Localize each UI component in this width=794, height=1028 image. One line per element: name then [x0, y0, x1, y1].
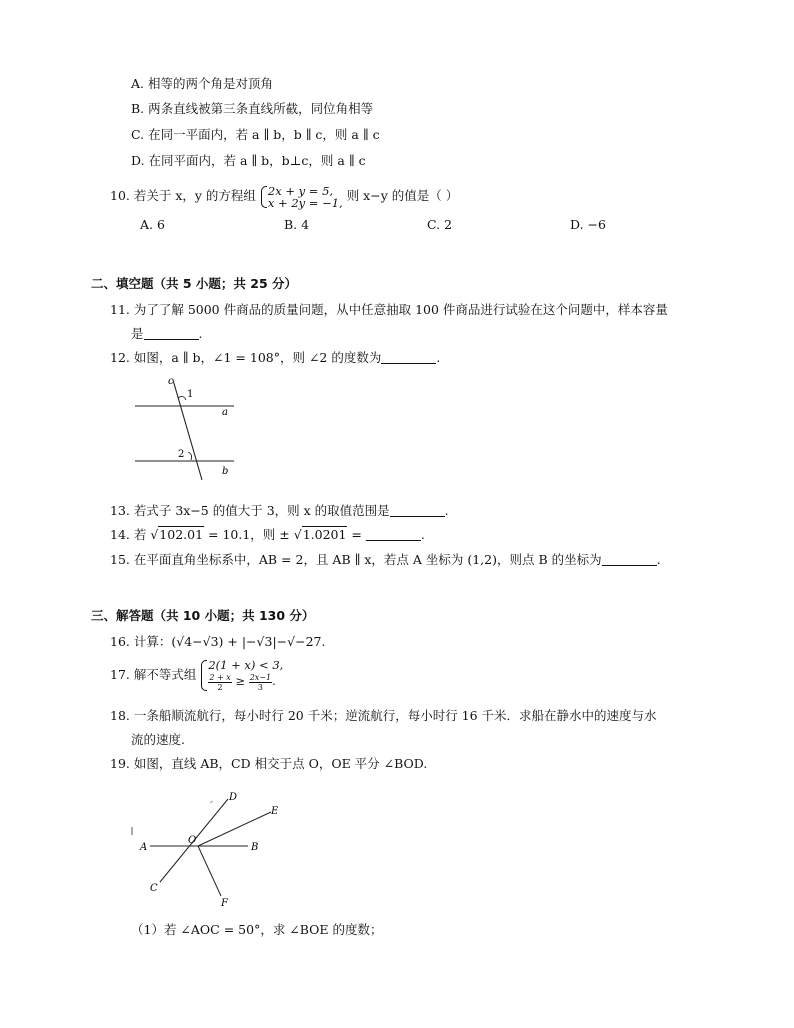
q12-answer-blank[interactable]	[381, 351, 436, 364]
q12-text: 12. 如图，a ∥ b，∠1 = 108°，则 ∠2 的度数为	[110, 350, 382, 365]
q13-answer-blank[interactable]	[390, 504, 445, 517]
q17-frac1	[208, 673, 231, 692]
q19-stem: 19. 如图，直线 AB，CD 相交于点 O，OE 平分 ∠BOD.	[110, 756, 428, 771]
q9-option-b: B. 两条直线被第三条直线所截，同位角相等	[131, 101, 374, 116]
q17-prefix: 17. 解不等式组	[110, 667, 197, 682]
q19-intersecting-lines-figure	[128, 785, 298, 915]
q10-option-d: D. −6	[570, 217, 606, 232]
q17-frac1-den: 2	[217, 682, 223, 692]
q13-text: 13. 若式子 3x−5 的值大于 3，则 x 的取值范围是	[110, 503, 390, 518]
q15-answer-blank[interactable]	[602, 553, 657, 566]
q12-end: .	[436, 350, 441, 365]
q15-end: .	[656, 552, 661, 567]
q14-answer-blank[interactable]	[366, 528, 421, 541]
label-C: C	[150, 883, 158, 894]
label-E: E	[271, 806, 279, 817]
label-a: a	[222, 407, 228, 418]
q17-inequality-system	[200, 659, 283, 692]
q9-option-c: C. 在同一平面内，若 a ∥ b，b ∥ c，则 a ∥ c	[131, 127, 380, 142]
q11-end: .	[198, 326, 203, 341]
q10-option-b: B. 4	[284, 217, 310, 232]
q18-line2: 流的速度.	[131, 732, 185, 747]
label-A: A	[140, 842, 148, 853]
q17-rel: ≥	[231, 674, 249, 689]
label-D: D	[229, 792, 238, 803]
q15-text: 15. 在平面直角坐标系中，AB = 2，且 AB ∥ x，若点 A 坐标为 (1,2)，则点 B 的坐标为	[110, 552, 602, 567]
q12-stem	[110, 350, 440, 366]
q13-end: .	[444, 503, 449, 518]
q11-line1: 11. 为了了解 5000 件商品的质量问题，从中任意抽取 100 件商品进行试验在这个问题中，样本容量	[110, 302, 668, 317]
label-c: c	[168, 376, 174, 387]
q17-row2-end: .	[272, 674, 276, 689]
q15-stem	[110, 552, 661, 568]
q18-line1: 18. 一条船顺流航行，每小时行 20 千米；逆流航行，每小时行 16 千米．求船在静水中的速度与水	[110, 708, 657, 723]
q10-option-a: A. 6	[140, 217, 165, 232]
section3-title: 三、解答题（共 10 小题；共 130 分）	[91, 608, 315, 623]
q10-equation-system	[260, 185, 343, 209]
q13-stem	[110, 503, 449, 519]
q10-stem	[110, 182, 458, 210]
q19-part1: （1）若 ∠AOC = 50°，求 ∠BOE 的度数；	[131, 922, 383, 937]
q17-frac2-den: 3	[257, 682, 263, 692]
q10-prefix: 10. 若关于 x，y 的方程组	[110, 188, 256, 203]
q14-mid: = 10.1，则 ± √	[204, 527, 302, 542]
ray-of	[198, 846, 221, 896]
q10-suffix: 则 x−y 的值是（ ）	[346, 188, 459, 203]
q12-parallel-lines-figure	[130, 372, 240, 484]
label-O: O	[188, 835, 197, 846]
q10-option-c: C. 2	[427, 217, 453, 232]
q9-option-a: A. 相等的两个角是对顶角	[131, 76, 273, 91]
q10-eq1: 2x + y = 5,	[267, 183, 334, 198]
label-2: 2	[178, 449, 185, 460]
ray-oe	[198, 812, 271, 846]
q14-eq: =	[347, 527, 366, 542]
q9-option-d: D. 在同平面内，若 a ∥ b，b⊥c，则 a ∥ c	[131, 153, 366, 168]
figure-speck	[210, 801, 213, 803]
label-F: F	[221, 898, 228, 909]
q11-answer-blank[interactable]	[144, 327, 199, 340]
q10-eq2: x + 2y = −1,	[267, 195, 343, 210]
angle-2-arc	[188, 452, 192, 460]
q17-frac2-num: 2x−1	[249, 672, 272, 682]
q14-end: .	[420, 527, 425, 542]
q11-line2-text: 是	[131, 326, 144, 341]
q14-stem	[110, 527, 425, 543]
q14-prefix: 14. 若 √	[110, 527, 159, 542]
q17-frac2	[249, 673, 272, 692]
label-b: b	[222, 466, 229, 477]
q17-frac1-num: 2 + x	[209, 672, 231, 682]
label-B: B	[251, 842, 259, 853]
section2-title: 二、填空题（共 5 小题；共 25 分）	[91, 276, 298, 291]
q14-radicand-1: 102.01	[159, 527, 204, 542]
q16-stem: 16. 计算：(√4−√3) + |−√3|−√−27.	[110, 634, 326, 649]
q17-stem	[110, 656, 283, 694]
q17-row1: 2(1 + x) < 3,	[208, 658, 284, 673]
label-1: 1	[187, 389, 194, 400]
q11-line2	[131, 326, 203, 342]
q17-row2	[208, 671, 283, 692]
q14-radicand-2: 1.0201	[302, 527, 347, 542]
